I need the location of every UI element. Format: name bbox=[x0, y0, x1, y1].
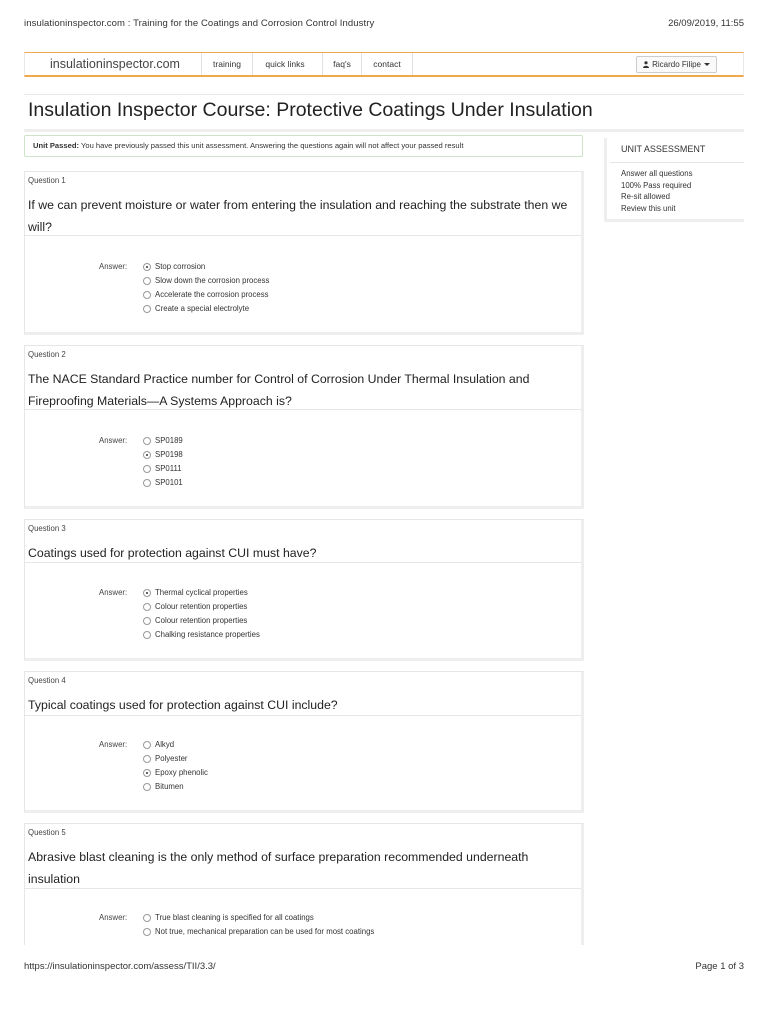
option-label: Thermal cyclical properties bbox=[155, 588, 248, 597]
top-navbar bbox=[24, 52, 744, 77]
option-label: Stop corrosion bbox=[155, 262, 206, 271]
answer-option[interactable] bbox=[143, 262, 205, 276]
answer-option[interactable] bbox=[143, 588, 248, 602]
answer-label: Answer: bbox=[99, 262, 128, 271]
radio-icon[interactable] bbox=[143, 277, 151, 285]
question-number: Question 2 bbox=[28, 350, 66, 359]
answer-option[interactable] bbox=[143, 616, 247, 630]
nav-link-training[interactable]: training bbox=[213, 59, 241, 69]
radio-icon[interactable] bbox=[143, 928, 151, 936]
question-card bbox=[24, 171, 584, 335]
page-title: Insulation Inspector Course: Protective Coatings Under Insulation bbox=[28, 99, 593, 121]
option-label: Alkyd bbox=[155, 740, 175, 749]
question-divider bbox=[25, 888, 581, 889]
option-label: SP0189 bbox=[155, 436, 183, 445]
option-label: Chalking resistance properties bbox=[155, 630, 260, 639]
answer-option[interactable] bbox=[143, 754, 188, 768]
question-divider bbox=[25, 409, 581, 410]
option-label: SP0101 bbox=[155, 478, 183, 487]
answer-option[interactable] bbox=[143, 290, 269, 304]
chevron-down-icon bbox=[704, 63, 710, 66]
user-menu-button[interactable] bbox=[636, 56, 717, 73]
option-label: Epoxy phenolic bbox=[155, 768, 208, 777]
radio-icon[interactable] bbox=[143, 631, 151, 639]
panel-list bbox=[621, 168, 693, 214]
radio-icon[interactable] bbox=[143, 479, 151, 487]
nav-divider bbox=[412, 53, 413, 75]
question-card bbox=[24, 823, 584, 945]
answer-label: Answer: bbox=[99, 436, 128, 445]
option-label: Polyester bbox=[155, 754, 188, 763]
question-number: Question 3 bbox=[28, 524, 66, 533]
question-divider bbox=[25, 235, 581, 236]
answer-option[interactable] bbox=[143, 768, 208, 782]
panel-item: Answer all questions bbox=[621, 169, 693, 178]
answer-option[interactable] bbox=[143, 478, 183, 492]
question-card bbox=[24, 519, 584, 661]
unit-assessment-panel bbox=[604, 138, 744, 222]
nav-link-faqs[interactable]: faq's bbox=[333, 59, 351, 69]
page-url: https://insulationinspector.com/assess/TII/3.3/ bbox=[24, 961, 216, 972]
answer-option[interactable] bbox=[143, 602, 247, 616]
answer-option[interactable] bbox=[143, 630, 260, 644]
answer-option[interactable] bbox=[143, 782, 184, 796]
question-text: If we can prevent moisture or water from entering the insulation and reaching the substrate then we will? bbox=[28, 198, 568, 234]
print-header bbox=[24, 18, 744, 32]
answer-option[interactable] bbox=[143, 740, 174, 754]
radio-icon[interactable] bbox=[143, 603, 151, 611]
answer-label: Answer: bbox=[99, 740, 128, 749]
radio-icon[interactable] bbox=[143, 914, 151, 922]
unit-passed-alert bbox=[24, 135, 583, 157]
option-label: Colour retention properties bbox=[155, 602, 248, 611]
panel-title: UNIT ASSESSMENT bbox=[621, 144, 706, 154]
page-count: Page 1 of 3 bbox=[695, 961, 744, 972]
question-number: Question 1 bbox=[28, 176, 66, 185]
radio-icon[interactable] bbox=[143, 755, 151, 763]
panel-divider bbox=[610, 162, 744, 163]
alert-label: Unit Passed: bbox=[33, 141, 79, 150]
answer-label: Answer: bbox=[99, 913, 128, 922]
answer-option[interactable] bbox=[143, 913, 314, 927]
print-header-title: insulationinspector.com : Training for the Coatings and Corrosion Control Industry bbox=[24, 18, 375, 29]
radio-icon[interactable] bbox=[143, 465, 151, 473]
radio-icon[interactable] bbox=[143, 305, 151, 313]
question-card bbox=[24, 671, 584, 813]
option-label: Colour retention properties bbox=[155, 616, 248, 625]
answer-option[interactable] bbox=[143, 450, 183, 464]
option-label: Create a special electrolyte bbox=[155, 304, 250, 313]
answer-option[interactable] bbox=[143, 927, 374, 941]
radio-icon[interactable] bbox=[143, 783, 151, 791]
answer-option[interactable] bbox=[143, 276, 269, 290]
question-card bbox=[24, 345, 584, 509]
radio-selected-icon[interactable] bbox=[143, 451, 151, 459]
radio-icon[interactable] bbox=[143, 741, 151, 749]
question-divider bbox=[25, 715, 581, 716]
answer-option[interactable] bbox=[143, 436, 183, 450]
option-label: Bitumen bbox=[155, 782, 184, 791]
panel-item-review-link[interactable]: Review this unit bbox=[621, 203, 676, 213]
radio-icon[interactable] bbox=[143, 617, 151, 625]
question-divider bbox=[25, 562, 581, 563]
answer-label: Answer: bbox=[99, 588, 128, 597]
radio-icon[interactable] bbox=[143, 437, 151, 445]
option-label: Accelerate the corrosion process bbox=[155, 290, 269, 299]
user-icon bbox=[643, 61, 649, 68]
option-label: Not true, mechanical preparation can be used for most coatings bbox=[155, 927, 375, 936]
option-label: Slow down the corrosion process bbox=[155, 276, 270, 285]
radio-selected-icon[interactable] bbox=[143, 263, 151, 271]
option-label: SP0111 bbox=[155, 464, 182, 473]
option-label: SP0198 bbox=[155, 450, 183, 459]
radio-icon[interactable] bbox=[143, 291, 151, 299]
nav-link-quick-links[interactable]: quick links bbox=[265, 59, 305, 69]
print-footer bbox=[24, 961, 744, 975]
print-header-timestamp: 26/09/2019, 11:55 bbox=[668, 18, 744, 29]
panel-item: Re-sit allowed bbox=[621, 192, 670, 201]
question-number: Question 4 bbox=[28, 676, 66, 685]
question-text: Coatings used for protection against CUI must have? bbox=[28, 546, 317, 560]
nav-link-contact[interactable]: contact bbox=[373, 59, 401, 69]
question-text: The NACE Standard Practice number for Control of Corrosion Under Thermal Insulation and Fireproofing Materials—A Systems Approach is? bbox=[28, 372, 530, 408]
user-name: Ricardo Filipe bbox=[652, 60, 701, 69]
answer-option[interactable] bbox=[143, 304, 249, 318]
answer-option[interactable] bbox=[143, 464, 182, 478]
option-label: True blast cleaning is specified for all coatings bbox=[155, 913, 314, 922]
radio-selected-icon[interactable] bbox=[143, 769, 151, 777]
question-text: Abrasive blast cleaning is the only method of surface preparation recommended underneath insulation bbox=[28, 850, 529, 886]
question-number: Question 5 bbox=[28, 828, 66, 837]
question-text: Typical coatings used for protection against CUI include? bbox=[28, 698, 338, 712]
panel-item: 100% Pass required bbox=[621, 180, 692, 190]
radio-selected-icon[interactable] bbox=[143, 589, 151, 597]
brand-logo[interactable]: insulationinspector.com bbox=[50, 57, 180, 71]
alert-text: You have previously passed this unit assessment. Answering the questions again will not affect your passed result bbox=[80, 141, 464, 150]
title-band bbox=[24, 94, 744, 132]
